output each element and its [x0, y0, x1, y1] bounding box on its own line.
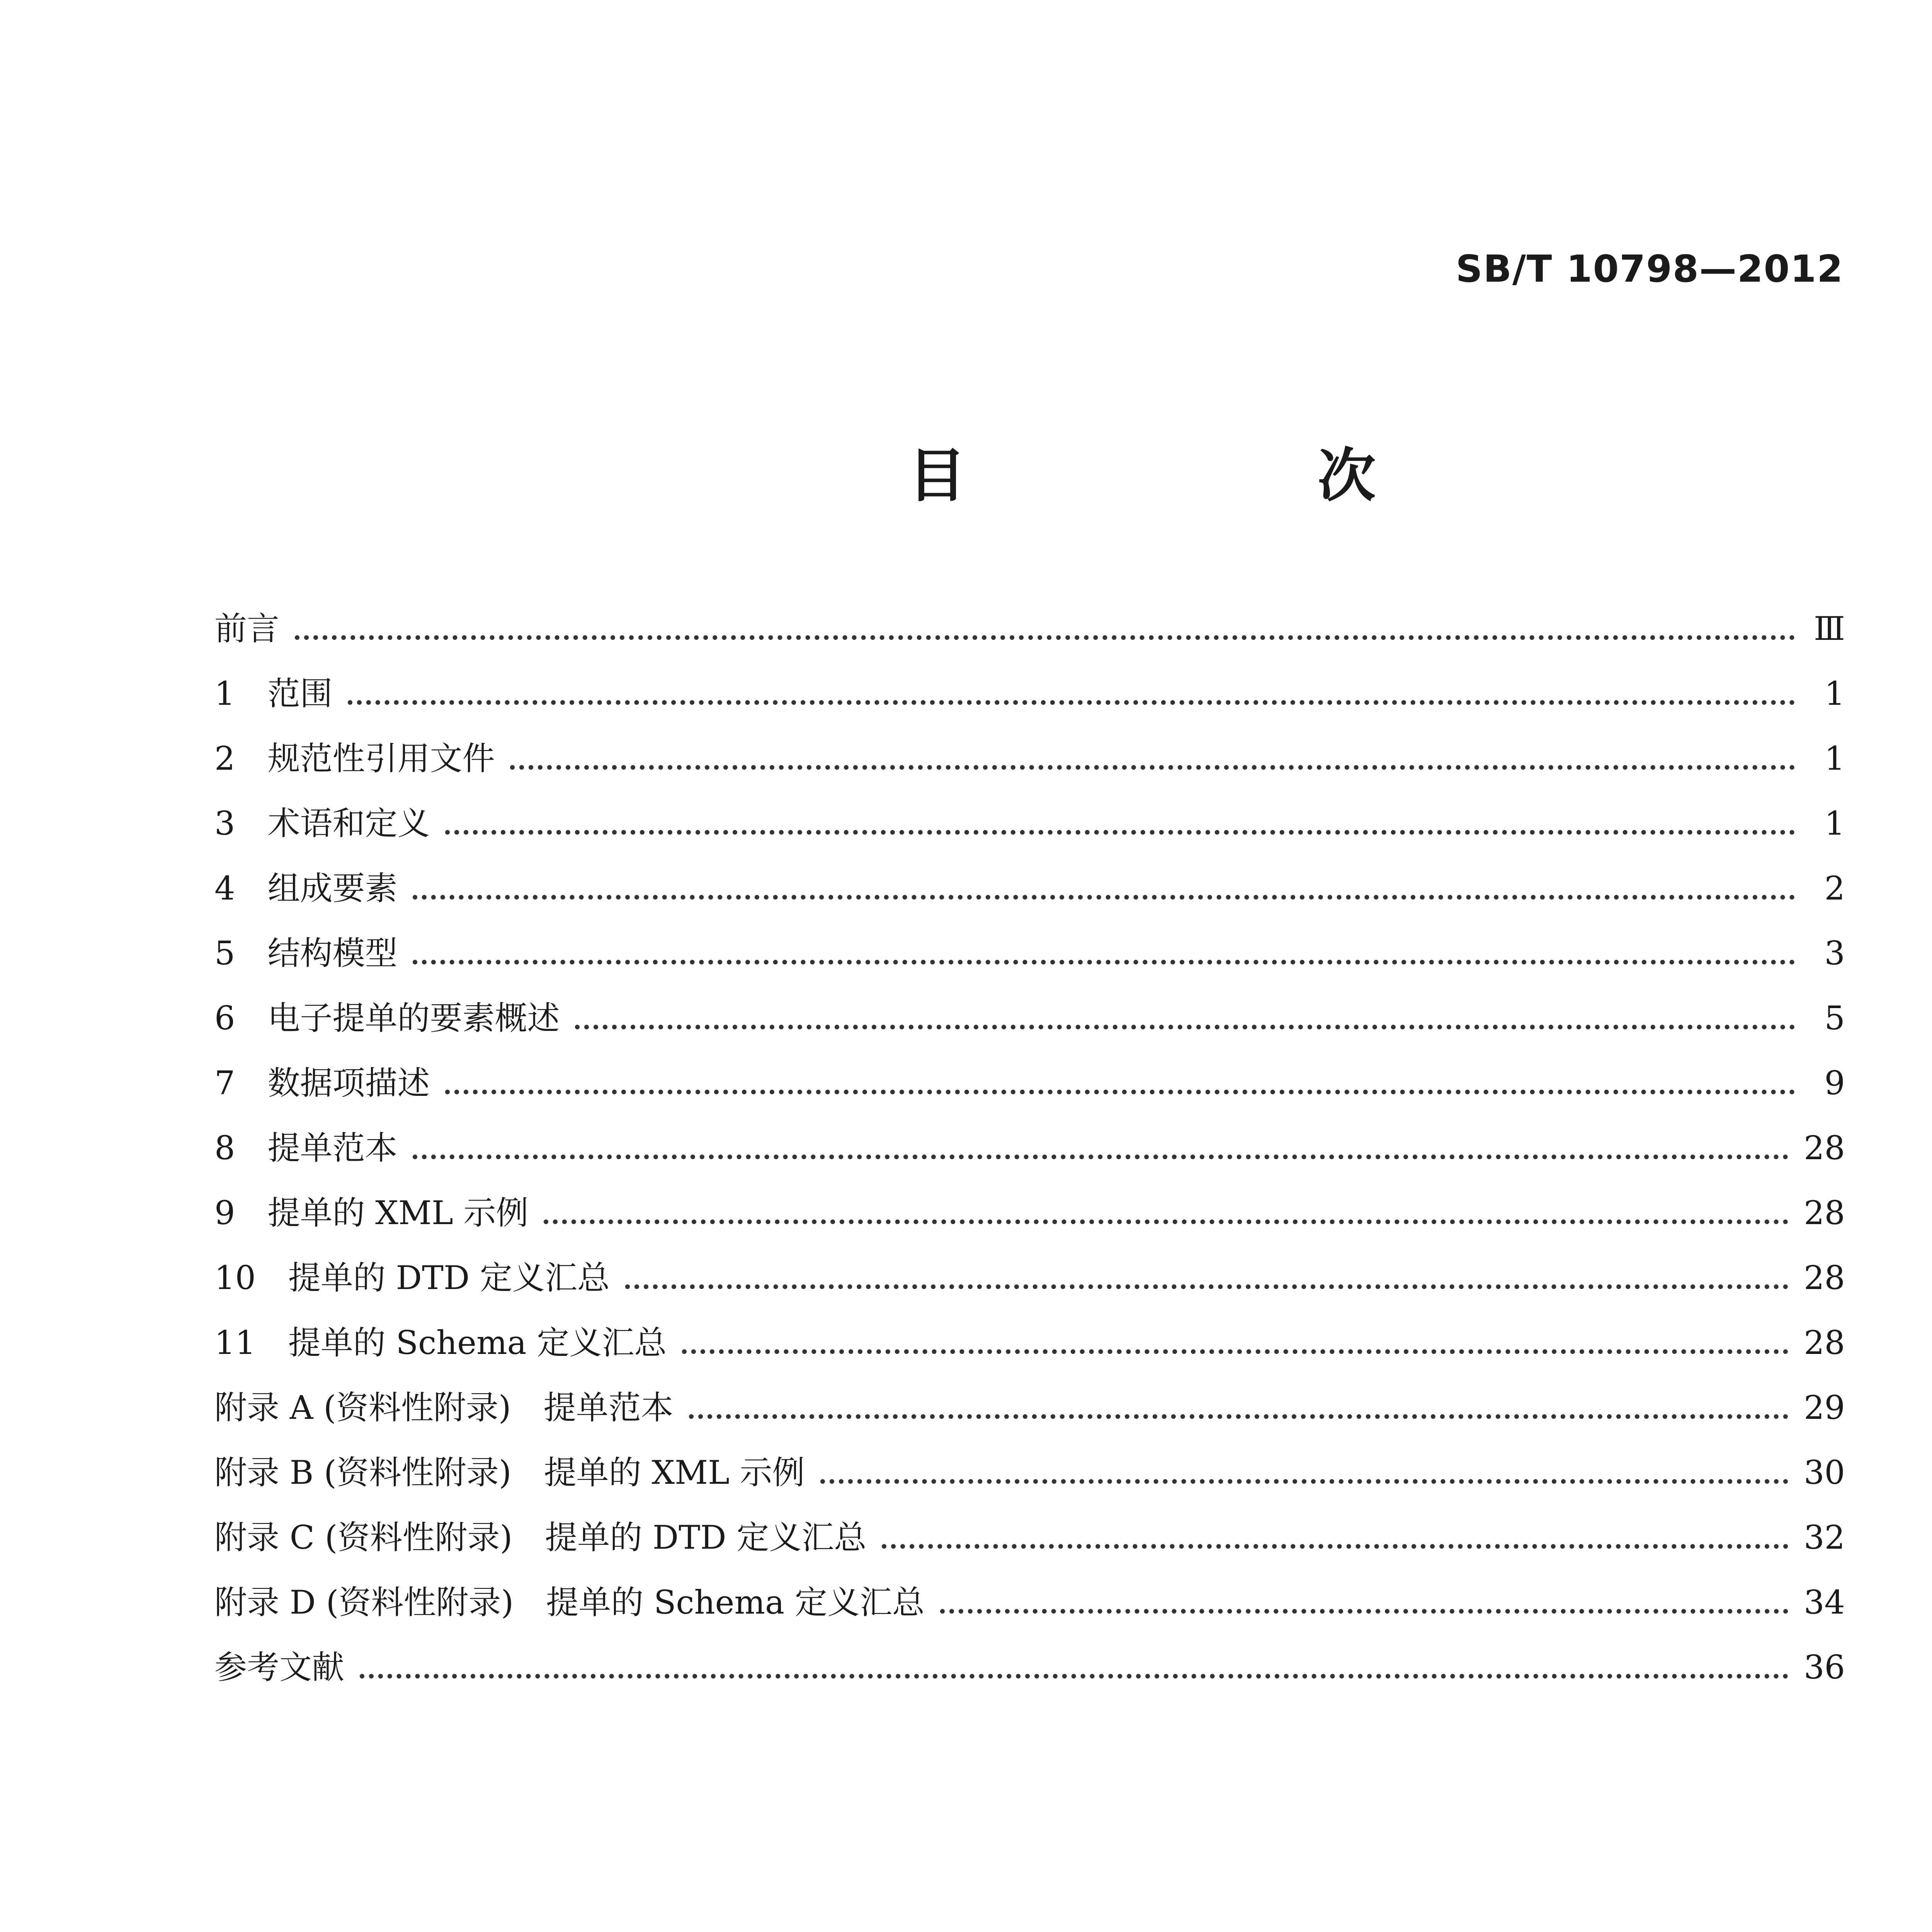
dot-leader	[360, 1674, 1788, 1679]
dot-leader	[882, 1544, 1788, 1549]
dot-leader	[413, 895, 1795, 900]
toc-entry-page: 1	[1824, 804, 1845, 842]
toc-entry-appendix-a[interactable]	[214, 1382, 1845, 1447]
toc-entry-appendix-d[interactable]	[214, 1577, 1845, 1641]
toc-entry-page: 28	[1804, 1259, 1845, 1297]
dot-leader	[413, 960, 1795, 964]
toc-entry-1[interactable]	[214, 668, 1845, 733]
toc-entry-label: 附录 D (资料性附录) 提单的 Schema 定义汇总	[214, 1583, 925, 1621]
dot-leader	[940, 1609, 1788, 1614]
toc-entry-page: 28	[1804, 1324, 1845, 1362]
toc-entry-11[interactable]	[214, 1317, 1845, 1382]
toc-entry-page: 34	[1804, 1583, 1845, 1621]
toc-entry-foreword[interactable]	[214, 603, 1845, 668]
dot-leader	[445, 830, 1795, 835]
toc-entry-page: 1	[1824, 740, 1845, 777]
dot-leader	[544, 1219, 1788, 1224]
toc-entry-label: 前言	[214, 610, 280, 648]
dot-leader	[689, 1414, 1789, 1419]
toc-entry-label: 8 提单范本	[214, 1129, 398, 1167]
toc-entry-page: 9	[1824, 1064, 1845, 1102]
toc-entry-label: 5 结构模型	[214, 934, 398, 972]
toc-entry-appendix-b[interactable]	[214, 1447, 1845, 1512]
toc-entry-10[interactable]	[214, 1252, 1845, 1317]
dot-leader	[413, 1155, 1788, 1159]
toc-entry-page: 29	[1804, 1389, 1845, 1427]
dot-leader	[510, 765, 1795, 770]
toc-entry-page: 1	[1824, 675, 1845, 713]
toc-entry-label: 3 术语和定义	[214, 804, 430, 842]
toc-entry-label: 7 数据项描述	[214, 1064, 430, 1102]
dot-leader	[682, 1349, 1788, 1354]
toc-entry-8[interactable]	[214, 1122, 1845, 1187]
toc-entry-label: 参考文献	[214, 1648, 345, 1686]
dot-leader	[348, 700, 1795, 705]
toc-title	[908, 429, 1523, 512]
dot-leader	[575, 1025, 1795, 1029]
toc-entry-3[interactable]	[214, 798, 1845, 862]
toc-entry-page: 5	[1824, 999, 1845, 1037]
dot-leader	[625, 1284, 1788, 1289]
toc-entry-label: 6 电子提单的要素概述	[214, 999, 560, 1037]
toc-entry-page: 32	[1804, 1519, 1845, 1556]
dot-leader	[295, 635, 1795, 640]
toc-entry-6[interactable]	[214, 992, 1845, 1057]
toc-entry-page: 2	[1824, 869, 1845, 907]
toc-entry-9[interactable]	[214, 1187, 1845, 1252]
toc-entry-page: 36	[1804, 1648, 1845, 1686]
toc-entry-label: 11 提单的 Schema 定义汇总	[214, 1324, 667, 1362]
toc-entry-label: 附录 B (资料性附录) 提单的 XML 示例	[214, 1454, 805, 1492]
standard-code: SB/T 10798—2012	[1456, 247, 1844, 291]
toc-entry-label: 2 规范性引用文件	[214, 740, 495, 777]
toc-title-text: 目 次	[908, 442, 1523, 510]
table-of-contents	[214, 603, 1845, 1706]
toc-entry-page: 3	[1824, 934, 1845, 972]
toc-entry-label: 9 提单的 XML 示例	[214, 1194, 529, 1232]
toc-entry-7[interactable]	[214, 1057, 1845, 1122]
toc-entry-page: 28	[1804, 1129, 1845, 1167]
dot-leader	[445, 1090, 1795, 1094]
dot-leader	[820, 1479, 1788, 1484]
toc-entry-5[interactable]	[214, 927, 1845, 992]
toc-entry-label: 附录 C (资料性附录) 提单的 DTD 定义汇总	[214, 1519, 867, 1556]
toc-entry-page: 28	[1804, 1194, 1845, 1232]
toc-entry-references[interactable]	[214, 1641, 1845, 1706]
toc-entry-label: 附录 A (资料性附录) 提单范本	[214, 1389, 673, 1427]
toc-entry-label: 1 范围	[214, 675, 333, 713]
toc-entry-page: 30	[1804, 1454, 1845, 1492]
toc-entry-label: 4 组成要素	[214, 869, 398, 907]
toc-entry-appendix-c[interactable]	[214, 1512, 1845, 1577]
toc-entry-4[interactable]	[214, 862, 1845, 927]
toc-entry-page: Ⅲ	[1813, 610, 1845, 648]
toc-entry-2[interactable]	[214, 733, 1845, 798]
toc-entry-label: 10 提单的 DTD 定义汇总	[214, 1259, 610, 1297]
